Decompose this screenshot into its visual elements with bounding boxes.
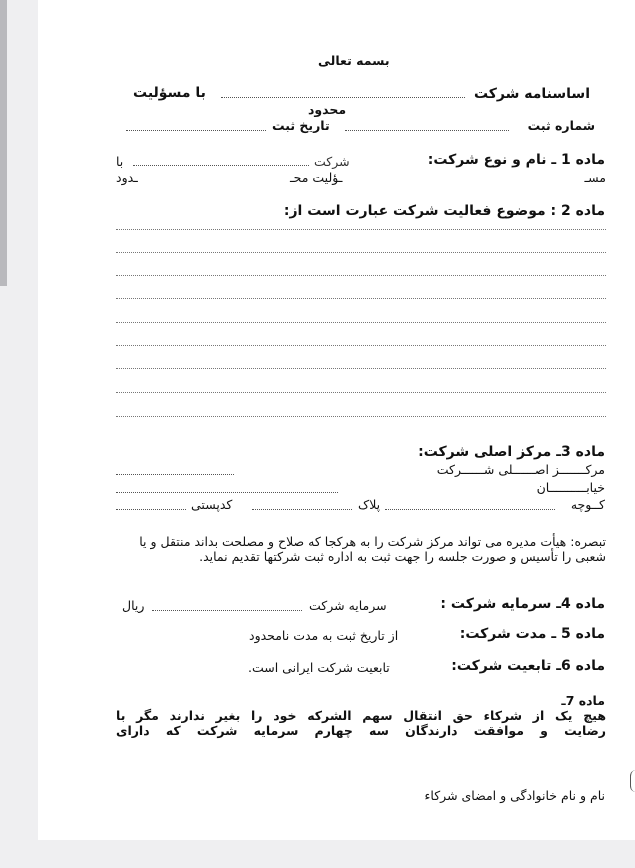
article3-pelak: پلاک	[358, 497, 381, 512]
registration-number-blank	[345, 130, 509, 131]
activity-line	[116, 345, 606, 346]
article6-text: تابعیت شرکت ایرانی است.	[248, 660, 390, 675]
asasname-label: اساسنامه شرکت	[473, 86, 590, 102]
activity-line	[116, 416, 606, 417]
page-scroll-marker	[630, 770, 635, 792]
tarikh-sabt-label: تاریخ ثبت	[272, 118, 330, 133]
article7-line2: رضایت و موافقت دارندگان سه چهارم سرمایه شرکت که دارای	[116, 723, 606, 738]
article1-line2-right: مسـ	[584, 170, 606, 185]
mahdood-label: محدود	[308, 102, 347, 117]
article6-title: ماده 6ـ تابعیت شرکت:	[451, 658, 605, 674]
article1-line2-left: ـدود	[116, 170, 138, 185]
postal-code-blank	[116, 509, 186, 510]
alley-blank	[385, 509, 555, 510]
window-edge-bar	[0, 0, 7, 286]
activity-line	[116, 252, 606, 253]
article4-rial: ریال	[122, 598, 145, 613]
shomare-sabt-label: شماره ثبت	[527, 118, 595, 133]
signatures-label: نام و نام خانوادگی و امضای شرکاء	[424, 788, 605, 803]
activity-line	[116, 368, 606, 369]
street-blank	[116, 492, 338, 493]
article3-note: تبصره: هیأت مدیره می تواند مرکز شرکت را به هرکجا که صلاح و مصلحت بداند منتقل و یا شعبی را تأسیس و صورت جلسه را جهت ثبت به اداره ثبت شرکتها تقدیم نماید.	[139, 534, 606, 564]
article1-sherkat: شرکت	[314, 154, 350, 169]
main-office-blank	[116, 474, 234, 475]
article3-koocheh: کــوچه	[570, 497, 605, 512]
activity-line	[116, 322, 606, 323]
article7-title: ماده 7ـ	[561, 693, 605, 708]
article3-codeposti: کدپستی	[191, 497, 233, 512]
activity-line	[116, 392, 606, 393]
registration-date-blank	[126, 130, 266, 131]
plate-blank	[252, 509, 352, 510]
article3-khiaban: خیابــــــــــان	[536, 480, 605, 495]
article2-title: ماده 2 : موضوع فعالیت شرکت عبارت است از:	[283, 203, 605, 219]
company-name-blank	[221, 97, 465, 98]
article1-title: ماده 1 ـ نام و نوع شرکت:	[427, 152, 605, 168]
article5-title: ماده 5 ـ مدت شرکت:	[459, 626, 605, 642]
article7-line1: هیچ یک از شرکاء حق انتقال سهم الشرکه خود را بغیر ندارند مگر با	[116, 708, 606, 723]
article4-sarmaye: سرمایه شرکت	[309, 598, 387, 613]
article5-text: از تاریخ ثبت به مدت نامحدود	[249, 628, 399, 643]
ba-masouliat-label: با مسؤلیت	[133, 85, 206, 101]
activity-line	[116, 298, 606, 299]
capital-blank	[152, 610, 302, 611]
article4-title: ماده 4ـ سرمایه شرکت :	[440, 596, 605, 612]
article3-title: ماده 3ـ مرکز اصلی شرکت:	[418, 444, 605, 460]
article1-ba: با	[116, 154, 124, 169]
article1-line2-mid: ـؤلیت محـ	[290, 170, 343, 185]
article1-name-blank	[133, 165, 309, 166]
activity-line	[116, 275, 606, 276]
activity-line	[116, 229, 606, 230]
bismillah-heading: بسمه تعالی	[318, 53, 390, 68]
article3-markaz: مرکـــــــز اصــــــلی شــــــرکت	[436, 462, 605, 477]
